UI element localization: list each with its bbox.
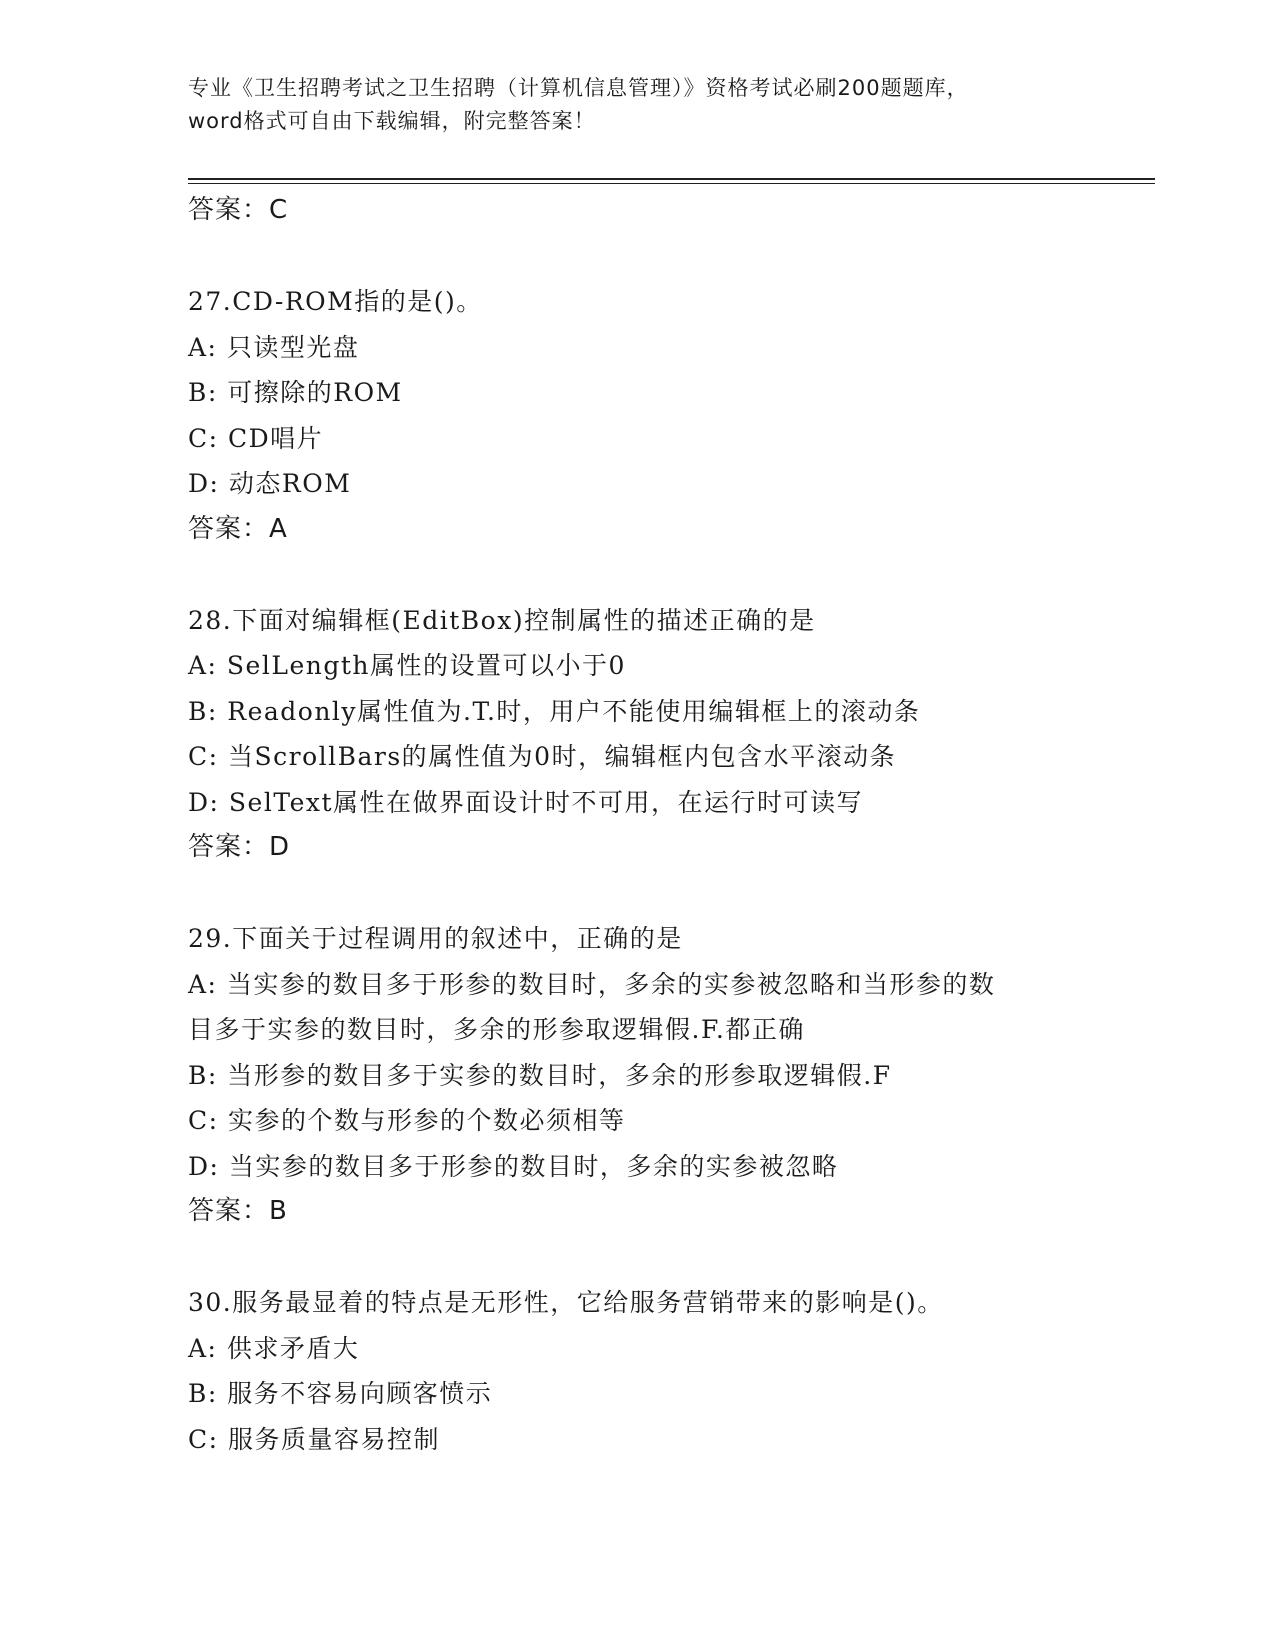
question-stem: 28.下面对编辑框(EditBox)控制属性的描述正确的是 bbox=[188, 605, 816, 635]
header-divider-thick bbox=[188, 178, 1155, 180]
option-b: B: 可擦除的ROM bbox=[188, 378, 403, 407]
option-d: D: 当实参的数目多于形参的数目时，多余的实参被忽略 bbox=[188, 1151, 839, 1181]
question-28 bbox=[188, 598, 1188, 871]
option-a: A: 只读型光盘 bbox=[188, 332, 360, 362]
question-stem: 30.服务最显着的特点是无形性，它给服务营销带来的影响是()。 bbox=[188, 1288, 944, 1317]
answer-line: 答案：D bbox=[188, 832, 291, 862]
question-list bbox=[188, 188, 1188, 1462]
option-c: C: 当ScrollBars的属性值为0时，编辑框内包含水平滚动条 bbox=[188, 742, 897, 771]
question-stem: 29.下面关于过程调用的叙述中，正确的是 bbox=[188, 924, 683, 953]
option-b: B: 服务不容易向顾客愤示 bbox=[188, 1379, 493, 1408]
question-30 bbox=[188, 1280, 1188, 1462]
option-d: D: 动态ROM bbox=[188, 469, 352, 498]
answer-line: 答案：C bbox=[188, 195, 289, 225]
option-a: A: SelLength属性的设置可以小于0 bbox=[188, 651, 626, 680]
option-c: C: CD唱片 bbox=[188, 423, 324, 453]
option-b: B: 当形参的数目多于实参的数目时，多余的形参取逻辑假.F bbox=[188, 1060, 892, 1090]
question-27 bbox=[188, 279, 1188, 552]
answer-line: 答案：B bbox=[188, 1196, 288, 1226]
question-stem: 27.CD-ROM指的是()。 bbox=[188, 287, 483, 316]
option-c: C: 服务质量容易控制 bbox=[188, 1424, 440, 1454]
option-b: B: Readonly属性值为.T.时，用户不能使用编辑框上的滚动条 bbox=[188, 696, 921, 726]
option-a: A: 供求矛盾大 bbox=[188, 1333, 360, 1363]
header-divider-thin bbox=[188, 183, 1155, 184]
document-header bbox=[188, 72, 1088, 138]
question-29 bbox=[188, 916, 1188, 1235]
option-d: D: SelText属性在做界面设计时不可用，在运行时可读写 bbox=[188, 787, 864, 817]
answer-line: 答案：A bbox=[188, 513, 288, 544]
option-a-continued: 目多于实参的数目时，多余的形参取逻辑假.F.都正确 bbox=[188, 1015, 805, 1044]
header-line-1: 专业《卫生招聘考试之卫生招聘（计算机信息管理）》资格考试必刷200题题库， bbox=[188, 76, 969, 100]
header-line-2: word格式可自由下载编辑，附完整答案！ bbox=[188, 109, 596, 133]
option-a: A: 当实参的数目多于形参的数目时，多余的实参被忽略和当形参的数 bbox=[188, 969, 996, 999]
option-c: C: 实参的个数与形参的个数必须相等 bbox=[188, 1106, 626, 1135]
